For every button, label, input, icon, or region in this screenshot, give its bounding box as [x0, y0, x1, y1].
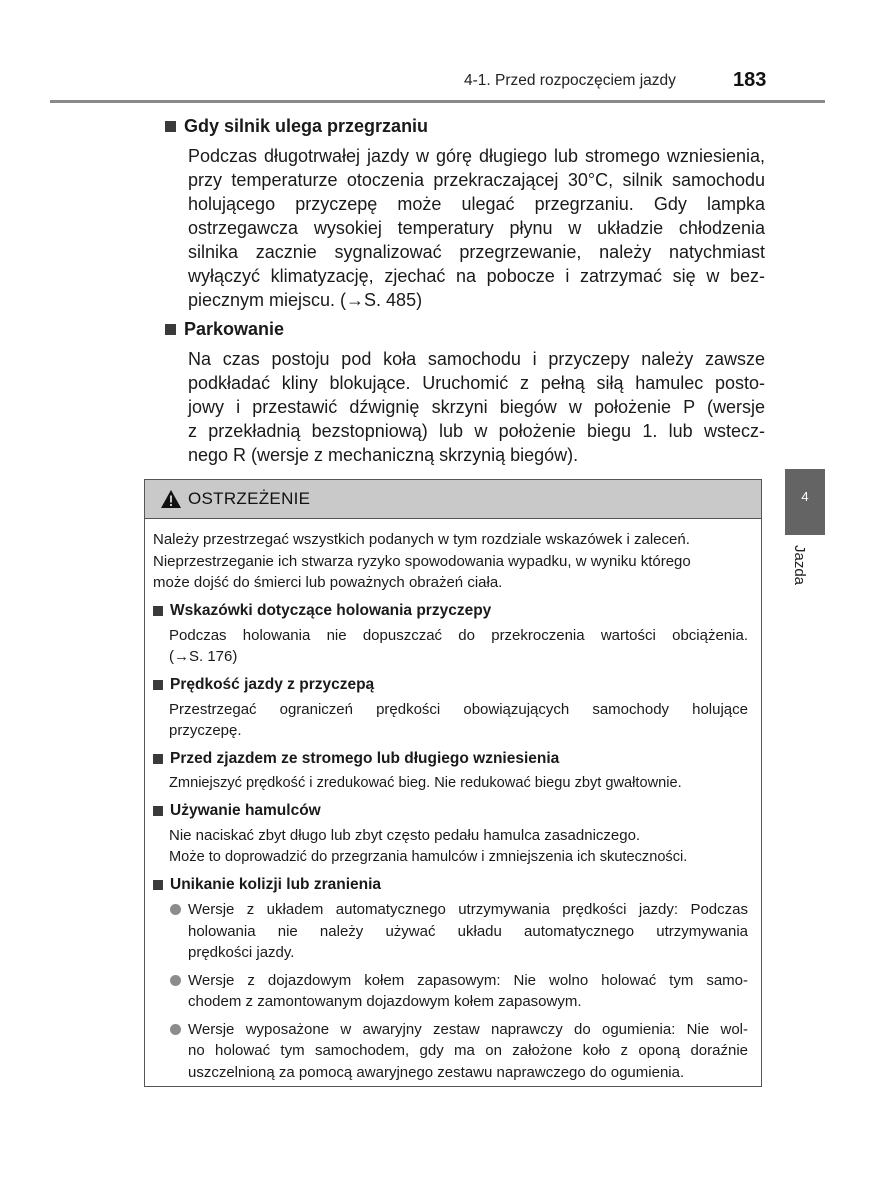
text-line: (→S. 176): [169, 648, 238, 665]
text-line: uszczelnioną za pomocą awaryjnego zestawu naprawczego do ogumienia.: [188, 1063, 685, 1081]
text-line: Wersje z dojazdowym kołem zapasowym: Nie wolno holować tym samo-: [188, 971, 748, 989]
warning-box: [144, 479, 762, 1087]
warning-item-heading-text: Wskazówki dotyczące holowania przyczepy: [170, 601, 492, 619]
warning-item-heading: [153, 800, 748, 822]
text-line: Podczas holowania nie dopuszczać do przekroczenia wartości obciążenia.: [169, 626, 748, 644]
circle-bullet-icon: [170, 1024, 181, 1035]
section-heading: [165, 317, 765, 341]
section-heading: [165, 114, 765, 138]
text-line: wyłączyć klimatyzację, zjechać na pobocze i zatrzymać się w bez-: [188, 266, 765, 286]
warning-intro: [153, 529, 748, 594]
bullet-text: [188, 899, 748, 964]
text-line: Zmniejszyć prędkość i zredukować bieg. Nie redukować biegu zbyt gwałtownie.: [169, 774, 682, 791]
text-line: holującego przyczepę może ulegać przegrzaniu. Gdy lampka: [188, 194, 765, 214]
text-line: Nie naciskać zbyt długo lub zbyt często pedału hamulca zasadniczego.: [169, 827, 641, 844]
warning-item-text: [169, 825, 748, 868]
text-line: jowy i przestawić dźwignię skrzyni biegów w położenie P (wersje: [188, 397, 765, 417]
text-line: przy temperaturze otoczenia przekraczającej 30°C, silnik samochodu: [188, 170, 765, 190]
text-line: Należy przestrzegać wszystkich podanych w tym rozdziale wskazówek i zaleceń.: [153, 531, 690, 548]
warning-item-heading-text: Używanie hamulców: [170, 802, 321, 819]
section-heading-text: Gdy silnik ulega przegrzaniu: [184, 116, 429, 136]
warning-item-heading: [153, 600, 748, 622]
text-line: przyczepę.: [169, 722, 242, 739]
circle-bullet-icon: [170, 975, 181, 986]
text-line: Wersje z układem automatycznego utrzymywania prędkości jazdy: Podczas: [188, 901, 748, 918]
warning-item-heading-text: Unikanie kolizji lub zranienia: [170, 876, 382, 893]
chapter-label: Jazda: [791, 545, 808, 586]
text-line: podkładać kliny blokujące. Uruchomić z pełną siłą hamulec posto-: [188, 373, 765, 393]
section-heading-text: Parkowanie: [184, 319, 285, 339]
square-bullet-icon: [153, 806, 163, 816]
text-line: Wersje wyposażone w awaryjny zestaw naprawczy do ogumienia: Nie wol-: [188, 1020, 748, 1038]
section-body: [188, 144, 765, 312]
section-overheating: [165, 114, 765, 312]
text-line: Może to doprowadzić do przegrzania hamulców i zmniejszenia ich skuteczności.: [169, 848, 688, 865]
text-line: może dojść do śmierci lub poważnych obrażeń ciała.: [153, 574, 503, 591]
warning-item-text: [169, 699, 748, 742]
text-line: Przestrzegać ograniczeń prędkości obowiązujących samochody holujące: [169, 700, 748, 718]
warning-item-heading-text: Przed zjazdem ze stromego lub długiego wzniesienia: [170, 749, 560, 767]
section-parking: [165, 317, 765, 467]
text-line: ostrzegawcza wysokiej temperatury płynu w układzie chłodzenia: [188, 218, 765, 238]
bullet-text: [188, 970, 748, 1013]
text-line: prędkości jazdy.: [188, 944, 295, 961]
warning-item-heading: [153, 874, 748, 896]
warning-bullet: [170, 970, 748, 1013]
warning-header: [145, 480, 761, 519]
chapter-tab: [785, 469, 825, 535]
circle-bullet-icon: [170, 904, 181, 915]
text-line: Podczas długotrwałej jazdy w górę długiego lub stromego wzniesienia,: [188, 146, 765, 166]
text-line: piecznym miejscu. (→S. 485): [188, 290, 423, 310]
text-line: Na czas postoju pod koła samochodu i przyczepy należy zawsze: [188, 349, 765, 369]
warning-item-text: [169, 625, 748, 668]
warning-body: [145, 519, 761, 1083]
text-line: z przekładnią bezstopniową) lub w położenie biegu 1. lub wstecz-: [188, 421, 765, 441]
header-section-title: 4-1. Przed rozpoczęciem jazdy: [464, 72, 676, 89]
square-bullet-icon: [165, 121, 176, 132]
text-line: holowania nie należy używać układu automatycznego utrzymywania: [188, 922, 748, 940]
warning-item-heading: [153, 748, 748, 770]
text-line: nego R (wersje z mechaniczną skrzynią biegów).: [188, 445, 579, 465]
square-bullet-icon: [153, 880, 163, 890]
warning-bullet: [170, 1019, 748, 1084]
text-line: Nieprzestrzeganie ich stwarza ryzyko spowodowania wypadku, w wyniku którego: [153, 552, 691, 570]
text-line: no holować tym samochodem, gdy ma on założone koło z oponą doraźnie: [188, 1042, 748, 1059]
warning-triangle-icon: [160, 489, 182, 509]
warning-title: OSTRZEŻENIE: [188, 489, 311, 508]
warning-item-heading: [153, 674, 748, 696]
warning-item-text: [169, 773, 748, 795]
square-bullet-icon: [153, 680, 163, 690]
page-number: 183: [733, 69, 767, 91]
bullet-text: [188, 1019, 748, 1084]
text-line: silnika zacznie sygnalizować przegrzewanie, należy natychmiast: [188, 242, 765, 262]
section-body: [188, 347, 765, 467]
square-bullet-icon: [153, 606, 163, 616]
warning-item-heading-text: Prędkość jazdy z przyczepą: [170, 675, 375, 693]
chapter-number: 4: [801, 489, 809, 504]
warning-bullet: [170, 899, 748, 964]
text-line: chodem z zamontowanym dojazdowym kołem zapasowym.: [188, 993, 582, 1010]
square-bullet-icon: [165, 324, 176, 335]
square-bullet-icon: [153, 754, 163, 764]
header-divider: [50, 100, 825, 103]
